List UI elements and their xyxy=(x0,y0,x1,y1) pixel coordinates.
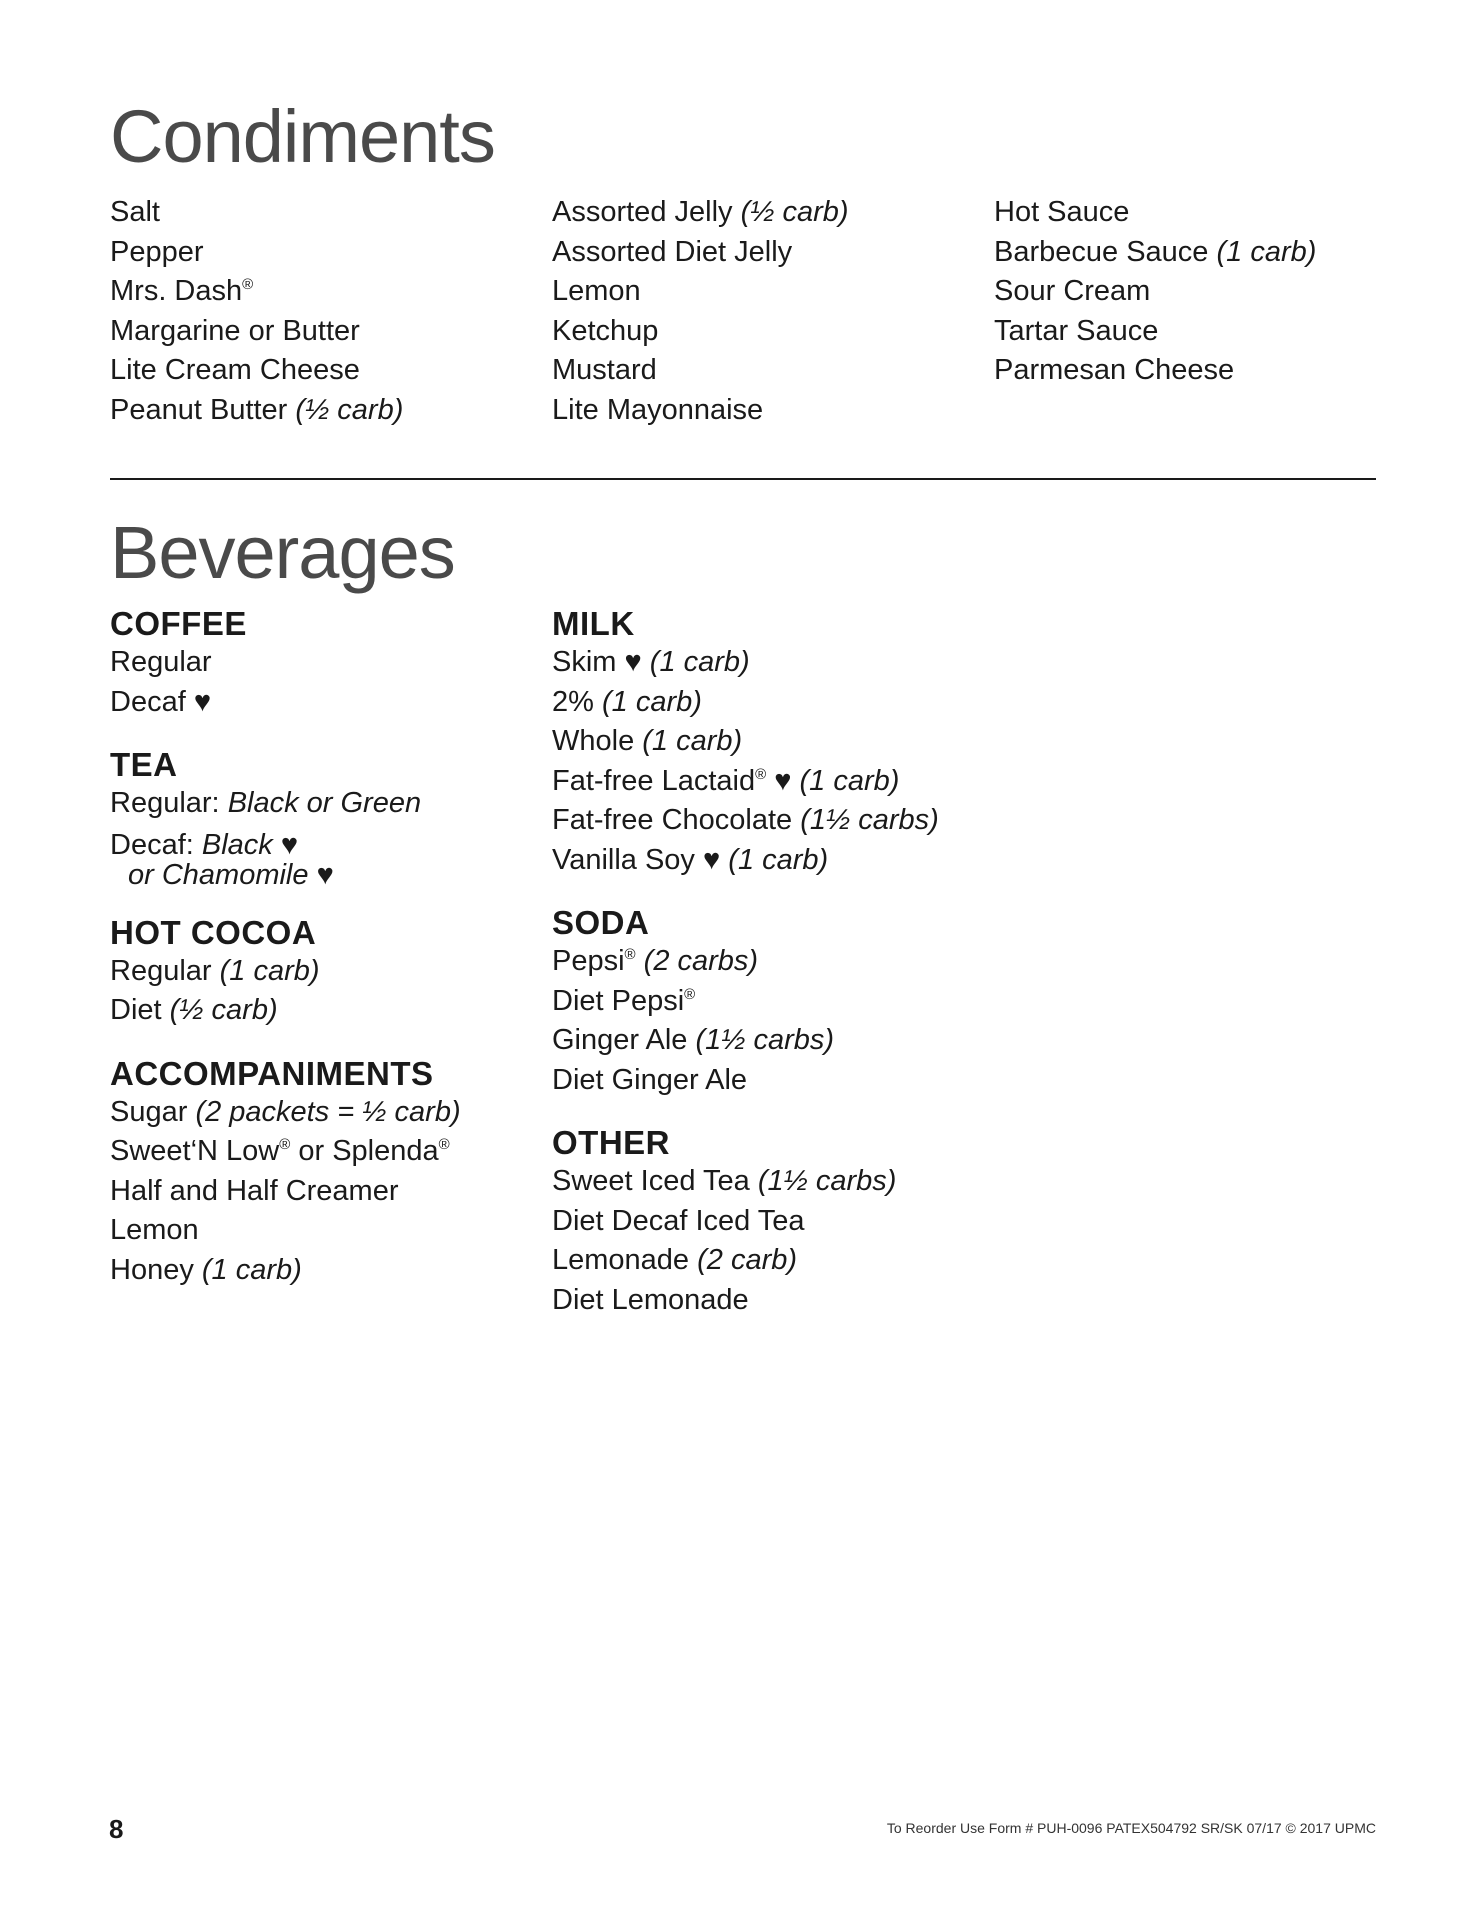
list-item: Pepsi® (2 carbs) xyxy=(552,945,759,977)
list-item: Lemon xyxy=(552,275,641,307)
carb-note: (2 packets = ½ carb) xyxy=(195,1095,461,1128)
carb-note: (1 carb) xyxy=(201,1253,302,1286)
list-item: Lite Mayonnaise xyxy=(552,393,764,426)
section-divider xyxy=(110,478,1376,480)
list-item: Salt xyxy=(110,196,160,228)
list-item: Sour Cream xyxy=(994,275,1151,307)
list-item: Decaf: Black ♥ xyxy=(110,828,299,861)
page-number: 8 xyxy=(109,1814,124,1844)
list-item: Mrs. Dash® xyxy=(110,275,254,307)
list-item: Half and Half Creamer xyxy=(110,1174,399,1207)
list-item: Mustard xyxy=(552,354,657,386)
list-item: Hot Sauce xyxy=(994,196,1130,228)
carb-note: (1 carb) xyxy=(1216,235,1317,268)
heart-icon: ♥ xyxy=(774,764,792,797)
list-item: Margarine or Butter xyxy=(110,314,360,347)
list-item: Regular xyxy=(110,646,212,678)
list-item: Sweet Iced Tea (1½ carbs) xyxy=(552,1165,897,1197)
list-item: Ginger Ale (1½ carbs) xyxy=(552,1024,835,1056)
list-item: Whole (1 carb) xyxy=(552,725,743,757)
heart-icon: ♥ xyxy=(316,858,334,891)
registered-mark: ® xyxy=(755,765,767,783)
list-item: Diet Ginger Ale xyxy=(552,1063,748,1096)
condiments-column-1 xyxy=(110,193,540,430)
heart-icon: ♥ xyxy=(193,685,212,718)
carb-note: (1½ carbs) xyxy=(757,1165,897,1197)
category-heading-tea: TEA xyxy=(110,746,178,783)
carb-note: (½ carb) xyxy=(169,994,278,1026)
list-item: Barbecue Sauce (1 carb) xyxy=(994,235,1317,268)
registered-mark: ® xyxy=(438,1136,450,1153)
reorder-footer: To Reorder Use Form # PUH-0096 PATEX504792 SR/SK 07/17 © 2017 UPMC xyxy=(886,1820,1376,1836)
list-item: 2% (1 carb) xyxy=(552,685,702,718)
category-heading-hot-cocoa: HOT COCOA xyxy=(110,913,317,951)
carb-note: (½ carb) xyxy=(740,196,849,228)
list-item: Regular (1 carb) xyxy=(110,954,320,987)
heart-icon: ♥ xyxy=(624,646,642,678)
condiments-column-3 xyxy=(994,193,1424,391)
registered-mark: ® xyxy=(684,985,696,1003)
list-item: Ketchup xyxy=(552,314,659,347)
beverages-column-1 xyxy=(110,605,540,1290)
category-heading-soda: SODA xyxy=(552,904,650,941)
carb-note: (1½ carbs) xyxy=(695,1024,835,1056)
list-item: Lite Cream Cheese xyxy=(110,354,360,386)
list-item: Fat-free Lactaid® ♥ (1 carb) xyxy=(552,764,900,797)
carb-note: (1½ carbs) xyxy=(800,804,939,836)
carb-note: (½ carb) xyxy=(295,393,404,426)
list-item: Fat-free Chocolate (1½ carbs) xyxy=(552,804,939,836)
list-item: Assorted Jelly (½ carb) xyxy=(552,196,849,228)
heart-icon: ♥ xyxy=(280,828,299,861)
list-item: Diet Decaf Iced Tea xyxy=(552,1204,805,1237)
list-item: Sugar (2 packets = ½ carb) xyxy=(110,1095,461,1128)
list-item: Regular: Black or Green xyxy=(110,787,422,819)
carb-note: (1 carb) xyxy=(728,843,829,876)
list-item: Pepper xyxy=(110,235,204,268)
carb-note: (1 carb) xyxy=(649,646,750,678)
list-item: Decaf ♥ xyxy=(110,685,212,718)
heart-icon: ♥ xyxy=(703,843,721,876)
list-item: Skim ♥ (1 carb) xyxy=(552,646,750,678)
category-heading-accompaniments: ACCOMPANIMENTS xyxy=(110,1054,434,1092)
beverages-title: Beverages xyxy=(110,511,455,594)
carb-note: (1 carb) xyxy=(799,764,900,797)
carb-note: (2 carb) xyxy=(697,1244,798,1276)
carb-note: (1 carb) xyxy=(219,954,320,987)
list-item: Peanut Butter (½ carb) xyxy=(110,393,404,426)
list-item: Tartar Sauce xyxy=(994,314,1159,347)
list-item: Assorted Diet Jelly xyxy=(552,235,793,268)
list-item: Diet Lemonade xyxy=(552,1283,749,1316)
list-item: Diet Pepsi® xyxy=(552,984,696,1017)
beverages-column-2 xyxy=(552,605,982,1320)
list-item: Diet (½ carb) xyxy=(110,994,278,1026)
list-item: Parmesan Cheese xyxy=(994,354,1235,386)
category-heading-coffee: COFFEE xyxy=(110,605,247,642)
registered-mark: ® xyxy=(624,946,636,963)
condiments-title: Condiments xyxy=(110,95,495,178)
list-item: Lemon xyxy=(110,1214,199,1246)
list-item: or Chamomile ♥ xyxy=(128,858,334,891)
registered-mark: ® xyxy=(242,276,254,293)
list-item: Sweet‘N Low® or Splenda® xyxy=(110,1135,450,1167)
carb-note: (1 carb) xyxy=(601,685,702,718)
category-heading-milk: MILK xyxy=(552,605,635,642)
registered-mark: ® xyxy=(279,1136,291,1153)
carb-note: (1 carb) xyxy=(642,725,743,757)
list-item: Honey (1 carb) xyxy=(110,1253,302,1286)
list-item: Lemonade (2 carb) xyxy=(552,1244,798,1276)
list-item: Vanilla Soy ♥ (1 carb) xyxy=(552,843,829,876)
condiments-column-2 xyxy=(552,193,982,430)
category-heading-other: OTHER xyxy=(552,1124,670,1161)
carb-note: (2 carbs) xyxy=(643,945,759,977)
